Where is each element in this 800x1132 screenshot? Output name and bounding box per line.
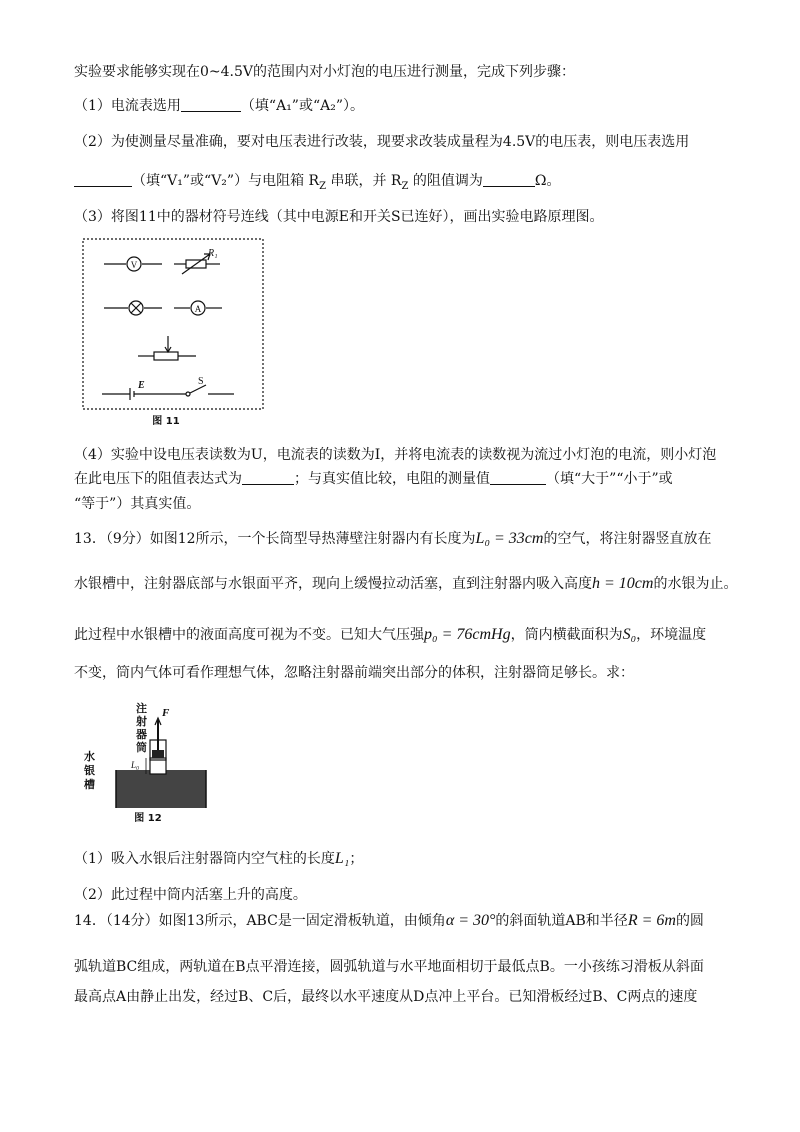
battery-label: E <box>138 380 145 391</box>
variable-resistor-symbol <box>174 248 220 274</box>
piston <box>152 750 164 758</box>
answer-blank[interactable] <box>74 172 132 187</box>
q12-part4-text: 在此电压下的阻值表达式为 <box>74 471 242 487</box>
answer-blank[interactable] <box>483 172 535 187</box>
q14-line1 <box>74 912 704 930</box>
battery-switch-symbol <box>102 376 234 400</box>
q13-text: 水银槽中，注射器底部与水银面平齐，现向上缓慢拉动活塞，直到注射器内吸入高度 <box>74 576 592 592</box>
answer-blank[interactable] <box>242 470 294 485</box>
formula-l0: L₀ = 33cm <box>475 530 544 547</box>
tank-label: 水银槽 <box>84 751 95 791</box>
figure-12 <box>82 700 212 825</box>
q12-part1-text: （1）电流表选用 <box>74 98 181 114</box>
resistor-label: R₁ <box>208 248 218 259</box>
q14-line3: 最高点A由静止出发，经过B、C后，最终以水平速度从D点冲上平台。已知滑板经过B、C两点的速度 <box>74 989 698 1005</box>
q13-text: ，筒内横截面积为 <box>510 627 623 643</box>
intro-text: 实验要求能够实现在0~4.5V的范围内对小灯泡的电压进行测量，完成下列步骤： <box>74 64 576 80</box>
q14-text: 的斜面轨道AB和半径 <box>495 913 628 929</box>
q12-part2-line2 <box>74 172 561 196</box>
q12-part4-line1: （4）实验中设电压表读数为U，电流表的读数为I，并将电流表的读数视为流过小灯泡的电流，则小灯泡 <box>74 447 717 463</box>
formula-r: R = 6m <box>627 912 676 929</box>
potentiometer-symbol <box>138 336 196 360</box>
q14-text: 14．（14分）如图13所示，ABC是一固定滑板轨道，由倾角 <box>74 913 446 929</box>
q13-text: ； <box>349 851 364 867</box>
q13-line2 <box>74 575 737 593</box>
q12-part2-line1: （2）为使测量尽量准确，要对电压表进行改装，现要求改装成量程为4.5V的电压表，则电压表选用 <box>74 134 690 150</box>
q13-sub1 <box>74 850 363 868</box>
voltmeter-symbol <box>104 257 162 271</box>
formula-s0: S₀ <box>622 626 637 643</box>
q12-part2-text: 的阻值调为 <box>408 173 483 189</box>
force-label: F <box>162 707 170 719</box>
ammeter-symbol <box>174 301 222 315</box>
q13-text: 13．（9分）如图12所示，一个长筒型导热薄壁注射器内有长度为 <box>74 531 476 547</box>
formula-h: h = 10cm <box>592 575 654 592</box>
syringe-label: 注射器筒 <box>136 703 147 754</box>
answer-blank[interactable] <box>181 97 241 112</box>
q12-part3: （3）将图11中的器材符号连线（其中电源E和开关S已连好），画出实验电路原理图。 <box>74 209 604 225</box>
q13-line3 <box>74 626 706 644</box>
q13-line1 <box>74 530 711 548</box>
figure-12-caption: 图 12 <box>134 813 162 824</box>
formula-l1: L₁ <box>334 850 350 867</box>
q12-part2-text: 串联，并 R <box>326 173 402 189</box>
formula-p0: p₀ = 76cmHg <box>424 626 511 643</box>
figure-11 <box>82 238 264 430</box>
q13-text: ，环境温度 <box>636 627 707 643</box>
q12-part1-hint: （填“A₁”或“A₂”）。 <box>240 98 364 114</box>
q12-part1 <box>74 97 364 115</box>
q13-text: （1）吸入水银后注射器筒内空气柱的长度 <box>74 851 335 867</box>
q12-part4-line3: “等于”）其真实值。 <box>74 496 201 512</box>
answer-blank[interactable] <box>490 470 546 485</box>
switch-label: S <box>198 376 204 387</box>
q13-text: 此过程中水银槽中的液面高度可视为不变。已知大气压强 <box>74 627 424 643</box>
q13-text: 的空气，将注射器竖直放在 <box>543 531 712 547</box>
formula-alpha: α = 30° <box>445 912 496 929</box>
q14-line2: 弧轨道BC组成，两轨道在B点平滑连接，圆弧轨道与水平地面相切于最低点B。一小孩练习滑板从斜面 <box>74 959 704 975</box>
q12-part2-text: Ω。 <box>534 173 561 189</box>
q13-text: 的水银为止。 <box>653 576 738 592</box>
q12-part2-text: （填“V₁”或“V₂”）与电阻箱 R <box>132 173 320 189</box>
q13-sub2: （2）此过程中筒内活塞上升的高度。 <box>74 887 307 903</box>
lamp-symbol <box>104 301 162 315</box>
voltmeter-label: V <box>130 260 138 270</box>
ammeter-label: A <box>194 304 202 314</box>
mercury-tank <box>116 770 206 808</box>
q13-line4: 不变，筒内气体可看作理想气体，忽略注射器前端突出部分的体积，注射器筒足够长。求： <box>74 665 634 681</box>
length-label: L₀ <box>131 760 140 770</box>
q12-part4-line2 <box>74 470 673 488</box>
q14-text: 的圆 <box>675 913 704 929</box>
q12-part4-text: ；与真实值比较，电阻的测量值 <box>294 471 490 487</box>
q12-part4-text: （填“大于”“小于”或 <box>546 471 673 487</box>
figure-11-caption: 图 11 <box>152 416 180 427</box>
subscript: Z <box>319 180 327 192</box>
subscript: Z <box>401 180 409 192</box>
